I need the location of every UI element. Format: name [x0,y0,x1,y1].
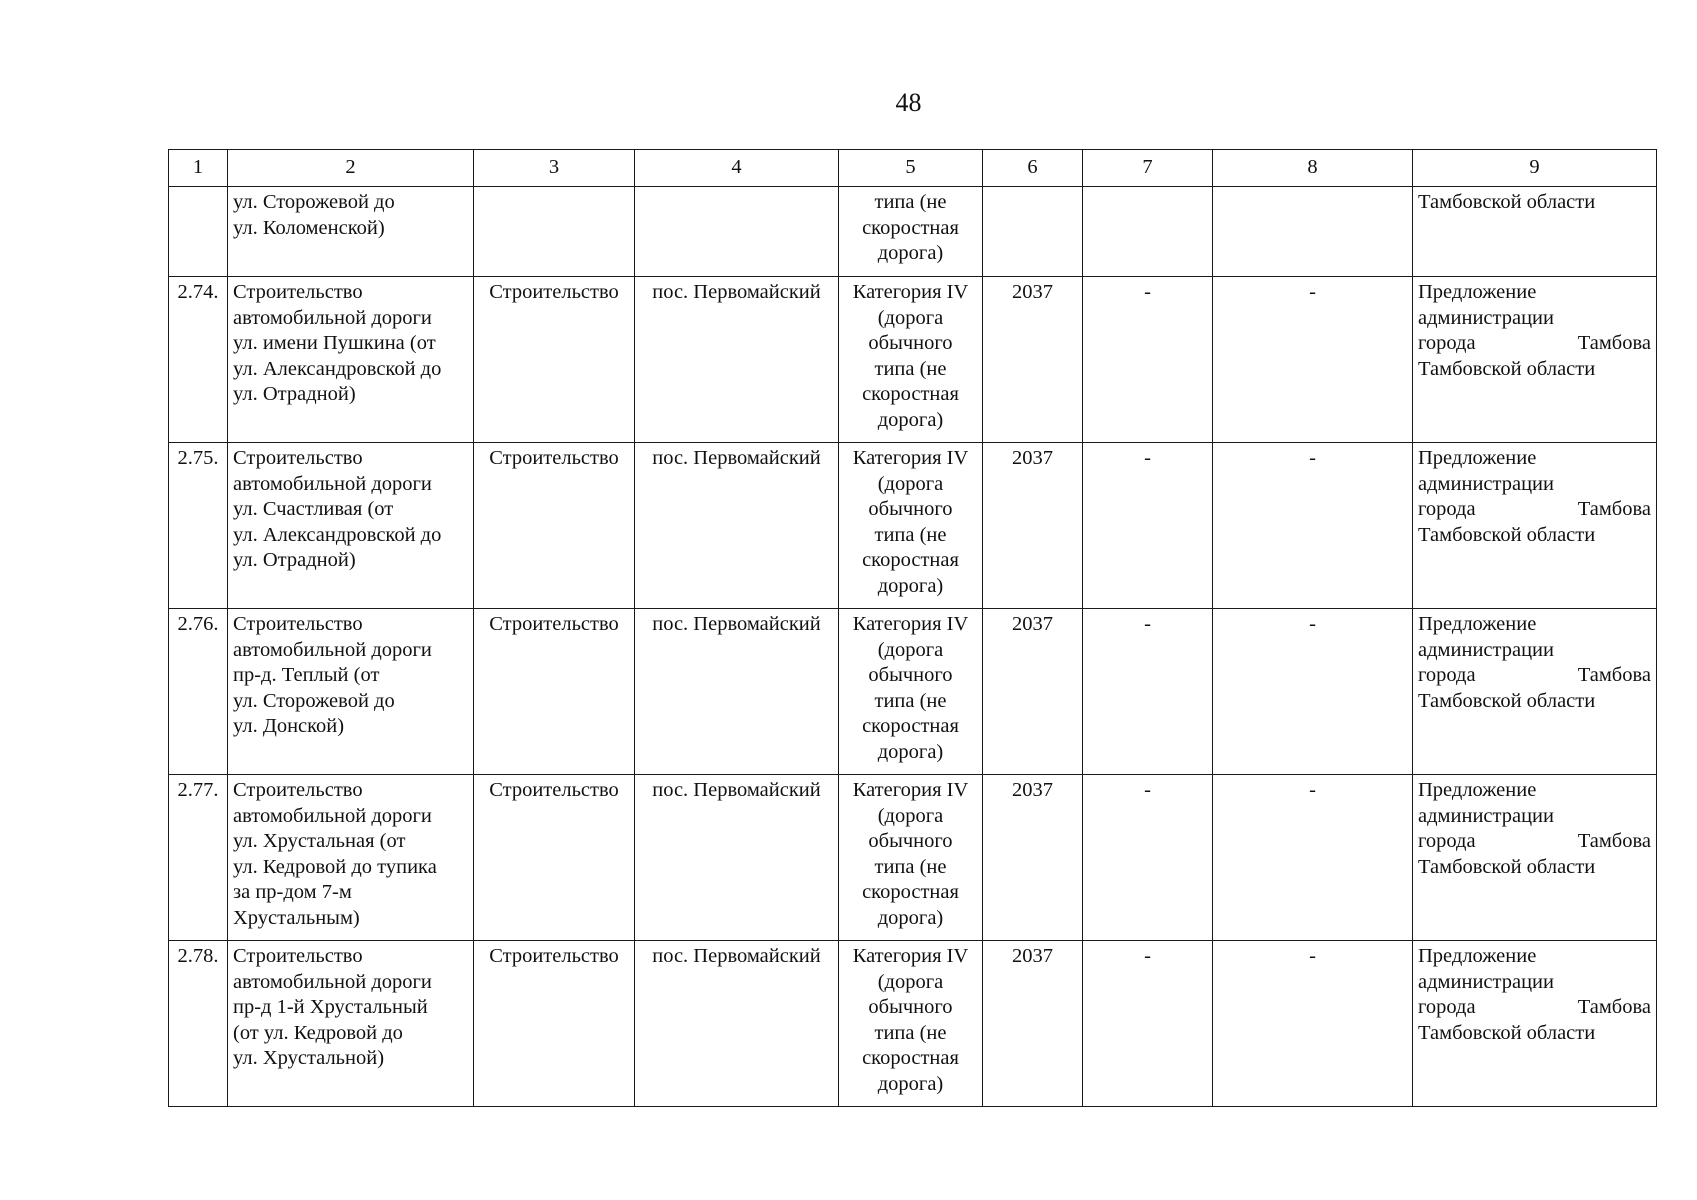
text-line: Тамбовской области [1418,855,1596,878]
cell-work-type: Строительство [474,941,635,1107]
cell-category [839,941,983,1107]
text-line: ул. Кедровой до тупика [233,855,437,878]
cell-source [1413,775,1657,941]
text-word: Тамбова [1577,830,1651,852]
text-line: Тамбовской области [1418,689,1596,712]
cell-work-type: Строительство [474,609,635,775]
cell-work-type: Строительство [474,443,635,609]
cell-work-type: Строительство [474,775,635,941]
cell-source [1413,941,1657,1107]
cell-number: 2.78. [169,941,228,1107]
text-word: города [1418,332,1476,354]
text-word: города [1418,498,1476,520]
cell-location [635,187,839,277]
column-header: 3 [474,150,635,187]
text-line: типа (не [874,523,947,546]
text-line: дорога) [877,408,944,431]
text-line: Хрустальным) [233,906,360,929]
text-line: ул. Донской) [233,715,345,737]
text-line: Тамбовской области [1418,1021,1596,1044]
cell-col8: - [1213,443,1413,609]
cell-location: пос. Первомайский [635,277,839,443]
cell-year [983,187,1083,277]
text-line: типа (не [874,1021,947,1044]
cell-col8: - [1213,941,1413,1107]
text-line: скоростная [862,216,959,239]
text-line: пр-д 1-й Хрустальный [233,996,428,1018]
column-header: 1 [169,150,228,187]
cell-location: пос. Первомайский [635,775,839,941]
text-line: Строительство [233,613,363,635]
text-line: обычного [868,332,953,354]
cell-year: 2037 [983,941,1083,1107]
text-line: обычного [868,830,953,852]
text-line: Категория IV [852,779,969,801]
text-line: Строительство [233,447,363,469]
cell-number: 2.74. [169,277,228,443]
text-word: города [1418,830,1476,852]
text-line: скоростная [862,881,959,903]
text-line: типа (не [874,191,947,213]
text-line: типа (не [874,855,947,878]
cell-col8 [1213,187,1413,277]
text-line: обычного [868,498,953,520]
cell-number: 2.76. [169,609,228,775]
text-word: Тамбова [1577,332,1651,354]
text-line: ул. Сторожевой до [233,191,395,213]
text-line: ул. имени Пушкина (от [233,332,436,354]
cell-number: 2.77. [169,775,228,941]
table-row [169,775,1657,941]
column-header: 4 [635,150,839,187]
cell-col8: - [1213,775,1413,941]
text-word: Тамбова [1577,996,1651,1018]
text-line: автомобильной дороги [233,804,432,827]
text-line: ул. Счастливая (от [233,498,394,520]
text-word: Тамбова [1577,498,1651,520]
text-line: пр-д. Теплый (от [233,664,380,686]
text-line: скоростная [862,549,959,571]
text-line: (дорога [877,804,944,827]
text-line: ул. Хрустальной) [233,1047,385,1069]
text-line: (дорога [877,306,944,329]
cell-year: 2037 [983,443,1083,609]
text-line: обычного [868,996,953,1018]
text-line-justified [1418,331,1651,357]
text-line: дорога) [877,574,944,597]
page-number: 48 [895,88,922,117]
cell-year: 2037 [983,277,1083,443]
text-line: администрации [1418,804,1554,827]
text-line: Строительство [233,281,363,303]
text-line: Тамбовской области [1418,357,1596,380]
cell-category [839,609,983,775]
text-line: Категория IV [852,447,969,469]
table-row [169,277,1657,443]
text-line: (от ул. Кедровой до [233,1021,403,1044]
text-line: Категория IV [852,613,969,635]
text-line: (дорога [877,638,944,661]
cell-category [839,775,983,941]
cell-location: пос. Первомайский [635,941,839,1107]
table-row [169,609,1657,775]
table-row-continuation [169,187,1657,277]
text-word: города [1418,996,1476,1018]
cell-source [1413,609,1657,775]
cell-col7: - [1083,277,1213,443]
text-line-justified [1418,829,1651,855]
text-line: за пр-дом 7-м [233,881,352,903]
text-line: типа (не [874,689,947,712]
text-word: Тамбова [1577,664,1651,686]
text-line: Строительство [233,779,363,801]
cell-object-name [228,775,474,941]
column-header: 2 [228,150,474,187]
column-header: 8 [1213,150,1413,187]
text-line: автомобильной дороги [233,472,432,495]
text-line: Предложение [1418,613,1537,635]
cell-category [839,443,983,609]
cell-col7: - [1083,609,1213,775]
cell-year: 2037 [983,775,1083,941]
text-line: Предложение [1418,447,1537,469]
cell-category [839,187,983,277]
text-line: ул. Александровской до [233,357,442,380]
column-header: 7 [1083,150,1213,187]
cell-year: 2037 [983,609,1083,775]
text-line: (дорога [877,970,944,993]
table-row [169,443,1657,609]
text-line-justified [1418,497,1651,523]
text-line: дорога) [877,740,944,763]
text-line: Категория IV [852,945,969,967]
cell-col7: - [1083,941,1213,1107]
cell-object-name [228,443,474,609]
text-line: скоростная [862,715,959,737]
text-line: обычного [868,664,953,686]
cell-source [1413,277,1657,443]
text-line: скоростная [862,383,959,405]
column-header: 5 [839,150,983,187]
text-line: ул. Александровской до [233,523,442,546]
text-line: администрации [1418,472,1554,495]
text-line: Предложение [1418,281,1537,303]
text-line: администрации [1418,638,1554,661]
cell-object-name [228,609,474,775]
cell-location: пос. Первомайский [635,443,839,609]
text-line: ул. Сторожевой до [233,689,395,712]
text-line: Тамбовской области [1418,191,1596,213]
cell-col7 [1083,187,1213,277]
cell-source [1413,187,1657,277]
text-line: дорога) [877,1072,944,1095]
cell-work-type [474,187,635,277]
cell-work-type: Строительство [474,277,635,443]
text-line: ул. Хрустальная (от [233,830,406,852]
cell-object-name [228,941,474,1107]
cell-number: 2.75. [169,443,228,609]
text-line: автомобильной дороги [233,306,432,329]
column-header: 9 [1413,150,1657,187]
text-line: типа (не [874,357,947,380]
table-header-row [169,150,1657,187]
text-line: администрации [1418,970,1554,993]
cell-category [839,277,983,443]
cell-col8: - [1213,609,1413,775]
text-line-justified [1418,663,1651,689]
text-line: Строительство [233,945,363,967]
text-line: администрации [1418,306,1554,329]
cell-col8: - [1213,277,1413,443]
text-line: Предложение [1418,779,1537,801]
text-line: ул. Отрадной) [233,549,356,571]
text-line: ул. Коломенской) [233,216,385,239]
text-line: Предложение [1418,945,1537,967]
text-line: ул. Отрадной) [233,383,356,405]
cell-number [169,187,228,277]
cell-col7: - [1083,443,1213,609]
cell-object-name [228,187,474,277]
text-line: Тамбовской области [1418,523,1596,546]
cell-col7: - [1083,775,1213,941]
text-line-justified [1418,995,1651,1021]
objects-table [168,149,1657,1107]
cell-source [1413,443,1657,609]
cell-object-name [228,277,474,443]
cell-location: пос. Первомайский [635,609,839,775]
text-line: автомобильной дороги [233,970,432,993]
table-row [169,941,1657,1107]
text-line: дорога) [877,242,944,264]
text-line: дорога) [877,906,944,929]
column-header: 6 [983,150,1083,187]
text-line: автомобильной дороги [233,638,432,661]
text-word: города [1418,664,1476,686]
text-line: скоростная [862,1047,959,1069]
text-line: Категория IV [852,281,969,303]
text-line: (дорога [877,472,944,495]
